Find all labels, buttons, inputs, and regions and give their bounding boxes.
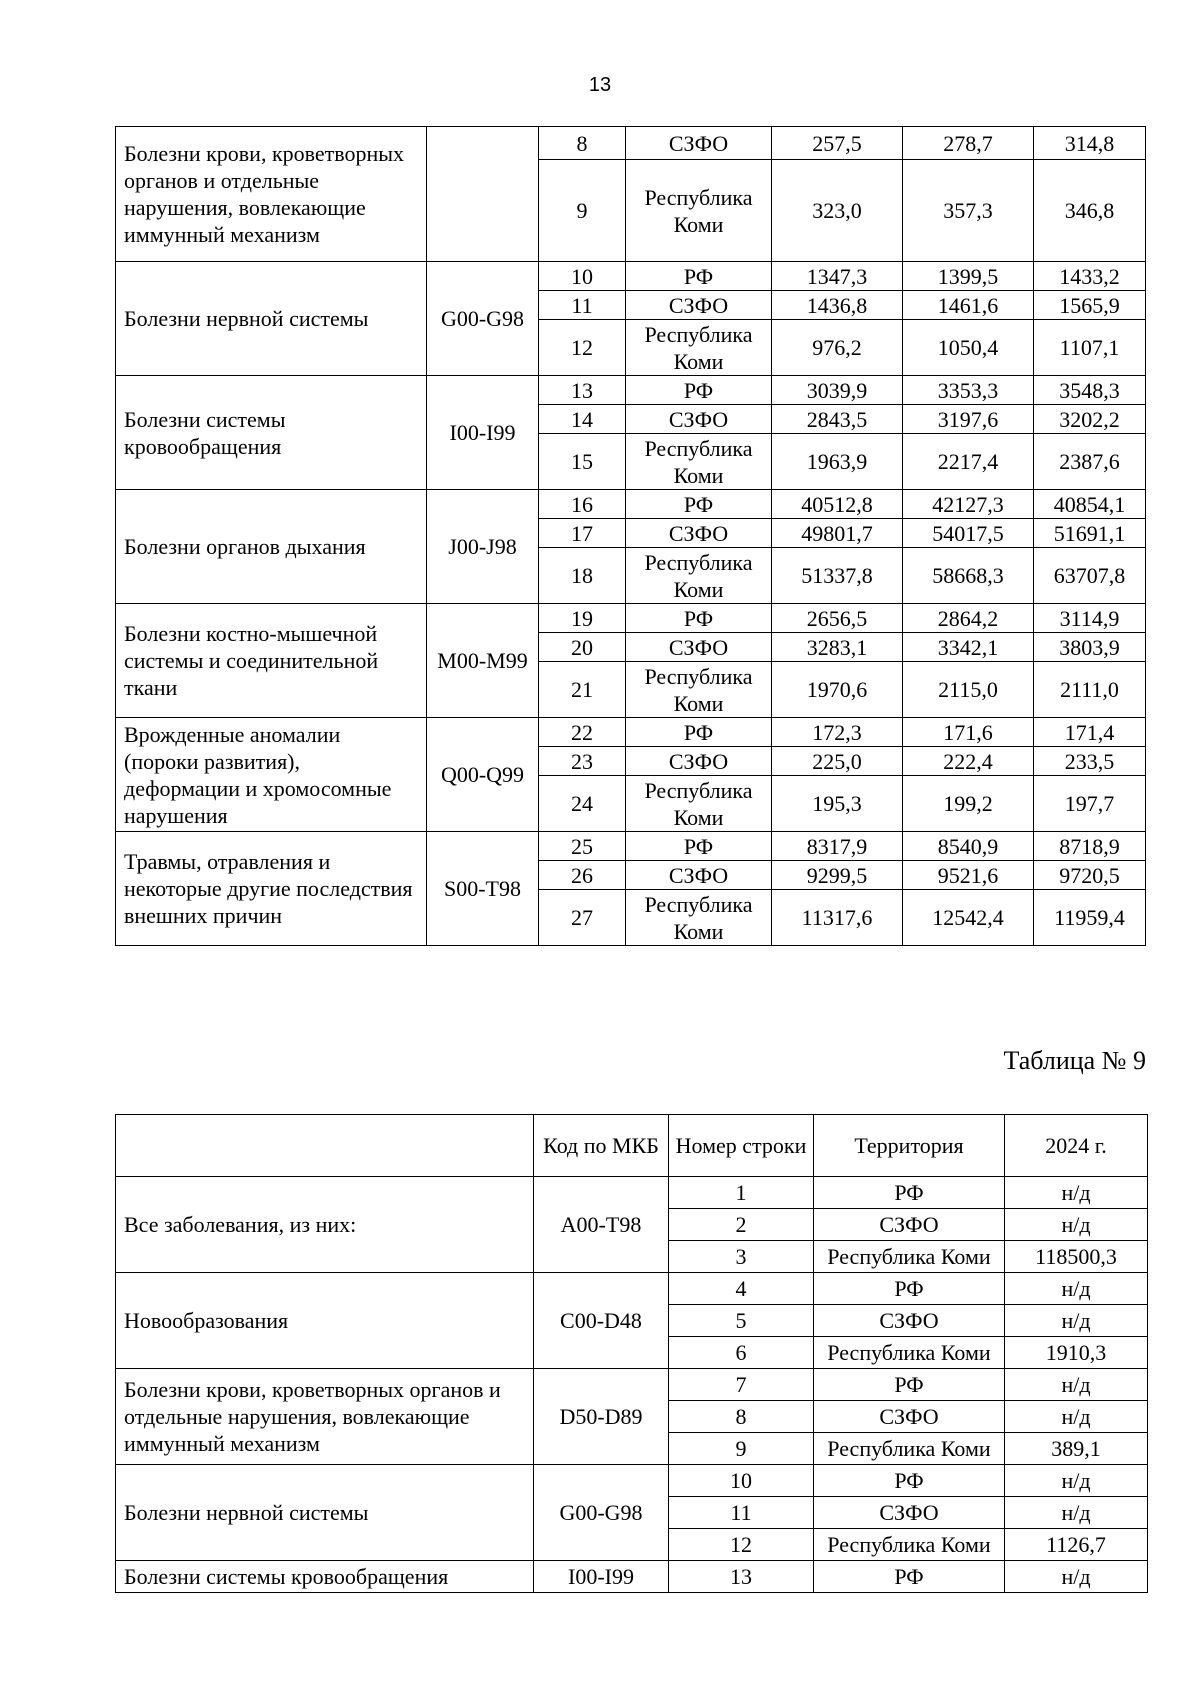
header-territory: Территория (814, 1115, 1005, 1177)
value-col-2: 357,3 (903, 160, 1034, 262)
territory: Республика Коми (814, 1241, 1005, 1273)
territory: СЗФО (626, 405, 772, 434)
value-col-3: 1565,9 (1034, 291, 1146, 320)
value-col-1: 49801,7 (772, 519, 903, 548)
value-col-3: 3114,9 (1034, 604, 1146, 633)
value-col-1: 51337,8 (772, 548, 903, 604)
icd-code: G00-G98 (427, 262, 539, 376)
territory: СЗФО (626, 747, 772, 776)
icd-code: J00-J98 (427, 490, 539, 604)
icd-code: I00-I99 (427, 376, 539, 490)
value-col-2: 54017,5 (903, 519, 1034, 548)
territory: Республика Коми (626, 434, 772, 490)
value-col-1: 9299,5 (772, 861, 903, 890)
value-col-3: 314,8 (1034, 127, 1146, 160)
row-number: 3 (669, 1241, 814, 1273)
header-disease-name (116, 1115, 534, 1177)
territory: СЗФО (626, 127, 772, 160)
table-row (116, 1561, 1148, 1593)
row-number: 7 (669, 1369, 814, 1401)
territory: РФ (626, 718, 772, 747)
value-2024: н/д (1005, 1561, 1148, 1593)
territory: РФ (814, 1465, 1005, 1497)
table-row (116, 1465, 1148, 1497)
table-row (116, 832, 1146, 861)
row-number: 12 (539, 320, 626, 376)
value-2024: н/д (1005, 1273, 1148, 1305)
icd-code: G00-G98 (534, 1465, 669, 1561)
disease-group-name: Болезни крови, кроветворных органов и отдельные нарушения, вовлекающие иммунный механизм (116, 1369, 534, 1465)
value-col-2: 222,4 (903, 747, 1034, 776)
table-row (116, 1273, 1148, 1305)
row-number: 4 (669, 1273, 814, 1305)
disease-group-name: Все заболевания, из них: (116, 1177, 534, 1273)
row-number: 8 (539, 127, 626, 160)
territory: Республика Коми (626, 890, 772, 946)
value-col-3: 8718,9 (1034, 832, 1146, 861)
value-col-1: 2656,5 (772, 604, 903, 633)
row-number: 13 (539, 376, 626, 405)
table-header-row (116, 1115, 1148, 1177)
value-col-2: 9521,6 (903, 861, 1034, 890)
territory: Республика Коми (814, 1433, 1005, 1465)
row-number: 12 (669, 1529, 814, 1561)
value-2024: н/д (1005, 1497, 1148, 1529)
disease-group-name: Болезни костно-мышечной системы и соединительной ткани (116, 604, 427, 718)
territory: СЗФО (814, 1209, 1005, 1241)
value-col-3: 40854,1 (1034, 490, 1146, 519)
row-number: 26 (539, 861, 626, 890)
value-col-3: 3803,9 (1034, 633, 1146, 662)
icd-code: C00-D48 (534, 1273, 669, 1369)
value-col-2: 199,2 (903, 776, 1034, 832)
territory: СЗФО (626, 291, 772, 320)
row-number: 11 (669, 1497, 814, 1529)
territory: РФ (626, 604, 772, 633)
value-col-2: 12542,4 (903, 890, 1034, 946)
row-number: 27 (539, 890, 626, 946)
header-year-2024: 2024 г. (1005, 1115, 1148, 1177)
row-number: 20 (539, 633, 626, 662)
table-row (116, 718, 1146, 747)
value-col-3: 197,7 (1034, 776, 1146, 832)
value-col-3: 2387,6 (1034, 434, 1146, 490)
territory: РФ (626, 490, 772, 519)
disease-group-name: Болезни нервной системы (116, 262, 427, 376)
value-col-2: 2217,4 (903, 434, 1034, 490)
value-col-1: 40512,8 (772, 490, 903, 519)
territory: СЗФО (626, 861, 772, 890)
territory: РФ (626, 262, 772, 291)
table-row (116, 262, 1146, 291)
header-row-number: Номер строки (669, 1115, 814, 1177)
value-col-2: 3197,6 (903, 405, 1034, 434)
row-number: 9 (669, 1433, 814, 1465)
value-2024: 1910,3 (1005, 1337, 1148, 1369)
disease-group-name: Новообразования (116, 1273, 534, 1369)
value-col-2: 2864,2 (903, 604, 1034, 633)
morbidity-table-9 (115, 1114, 1148, 1593)
value-col-1: 8317,9 (772, 832, 903, 861)
value-col-1: 11317,6 (772, 890, 903, 946)
value-col-3: 171,4 (1034, 718, 1146, 747)
table-9-caption: Таблица № 9 (1003, 1046, 1146, 1075)
territory: Республика Коми (626, 662, 772, 718)
row-number: 1 (669, 1177, 814, 1209)
territory: Республика Коми (626, 776, 772, 832)
territory: РФ (814, 1561, 1005, 1593)
value-col-2: 278,7 (903, 127, 1034, 160)
disease-group-name: Болезни крови, кроветворных органов и отдельные нарушения, вовлекающие иммунный механизм (116, 127, 427, 262)
territory: СЗФО (626, 633, 772, 662)
value-2024: 389,1 (1005, 1433, 1148, 1465)
value-2024: н/д (1005, 1177, 1148, 1209)
value-2024: 1126,7 (1005, 1529, 1148, 1561)
value-2024: н/д (1005, 1209, 1148, 1241)
icd-code: S00-T98 (427, 832, 539, 946)
disease-group-name: Болезни системы кровообращения (116, 1561, 534, 1593)
value-col-1: 1347,3 (772, 262, 903, 291)
value-col-2: 42127,3 (903, 490, 1034, 519)
table-row (116, 604, 1146, 633)
value-col-1: 195,3 (772, 776, 903, 832)
value-col-2: 3353,3 (903, 376, 1034, 405)
header-icd-code: Код по МКБ (534, 1115, 669, 1177)
value-col-2: 58668,3 (903, 548, 1034, 604)
row-number: 15 (539, 434, 626, 490)
value-col-3: 1433,2 (1034, 262, 1146, 291)
value-2024: н/д (1005, 1305, 1148, 1337)
territory: Республика Коми (626, 548, 772, 604)
territory: РФ (814, 1369, 1005, 1401)
disease-group-name: Болезни органов дыхания (116, 490, 427, 604)
row-number: 6 (669, 1337, 814, 1369)
value-col-3: 2111,0 (1034, 662, 1146, 718)
territory: СЗФО (814, 1401, 1005, 1433)
icd-code: M00-M99 (427, 604, 539, 718)
row-number: 10 (539, 262, 626, 291)
value-col-1: 1436,8 (772, 291, 903, 320)
icd-code: D50-D89 (534, 1369, 669, 1465)
value-col-3: 1107,1 (1034, 320, 1146, 376)
table-row (116, 1369, 1148, 1401)
row-number: 2 (669, 1209, 814, 1241)
value-col-1: 1970,6 (772, 662, 903, 718)
value-col-2: 1461,6 (903, 291, 1034, 320)
table-row (116, 127, 1146, 160)
table-row (116, 1177, 1148, 1209)
row-number: 18 (539, 548, 626, 604)
value-col-1: 172,3 (772, 718, 903, 747)
row-number: 21 (539, 662, 626, 718)
territory: РФ (626, 832, 772, 861)
value-col-3: 3548,3 (1034, 376, 1146, 405)
row-number: 24 (539, 776, 626, 832)
value-col-1: 257,5 (772, 127, 903, 160)
row-number: 19 (539, 604, 626, 633)
row-number: 11 (539, 291, 626, 320)
disease-group-name: Болезни системы кровообращения (116, 376, 427, 490)
value-2024: н/д (1005, 1465, 1148, 1497)
value-col-2: 8540,9 (903, 832, 1034, 861)
icd-code: I00-I99 (534, 1561, 669, 1593)
territory: СЗФО (814, 1305, 1005, 1337)
row-number: 23 (539, 747, 626, 776)
territory: РФ (814, 1177, 1005, 1209)
row-number: 17 (539, 519, 626, 548)
value-col-1: 2843,5 (772, 405, 903, 434)
row-number: 16 (539, 490, 626, 519)
value-col-1: 225,0 (772, 747, 903, 776)
value-col-2: 171,6 (903, 718, 1034, 747)
icd-code (427, 127, 539, 262)
territory: Республика Коми (626, 320, 772, 376)
territory: Республика Коми (814, 1529, 1005, 1561)
disease-group-name: Болезни нервной системы (116, 1465, 534, 1561)
table-row (116, 490, 1146, 519)
value-col-1: 3039,9 (772, 376, 903, 405)
morbidity-table-continued (115, 126, 1146, 946)
row-number: 10 (669, 1465, 814, 1497)
row-number: 8 (669, 1401, 814, 1433)
territory: Республика Коми (626, 160, 772, 262)
value-col-1: 323,0 (772, 160, 903, 262)
value-col-3: 51691,1 (1034, 519, 1146, 548)
icd-code: Q00-Q99 (427, 718, 539, 832)
value-col-2: 1399,5 (903, 262, 1034, 291)
value-col-2: 1050,4 (903, 320, 1034, 376)
value-2024: 118500,3 (1005, 1241, 1148, 1273)
value-col-1: 3283,1 (772, 633, 903, 662)
value-2024: н/д (1005, 1401, 1148, 1433)
territory: СЗФО (814, 1497, 1005, 1529)
value-col-2: 2115,0 (903, 662, 1034, 718)
value-col-3: 63707,8 (1034, 548, 1146, 604)
disease-group-name: Врожденные аномалии (пороки развития), деформации и хромосомные нарушения (116, 718, 427, 832)
row-number: 22 (539, 718, 626, 747)
value-col-1: 1963,9 (772, 434, 903, 490)
value-col-3: 9720,5 (1034, 861, 1146, 890)
value-col-1: 976,2 (772, 320, 903, 376)
table-row (116, 376, 1146, 405)
row-number: 13 (669, 1561, 814, 1593)
value-col-2: 3342,1 (903, 633, 1034, 662)
territory: Республика Коми (814, 1337, 1005, 1369)
row-number: 25 (539, 832, 626, 861)
row-number: 9 (539, 160, 626, 262)
territory: РФ (814, 1273, 1005, 1305)
territory: РФ (626, 376, 772, 405)
territory: СЗФО (626, 519, 772, 548)
value-col-3: 3202,2 (1034, 405, 1146, 434)
value-col-3: 233,5 (1034, 747, 1146, 776)
value-2024: н/д (1005, 1369, 1148, 1401)
icd-code: A00-T98 (534, 1177, 669, 1273)
page-number: 13 (588, 74, 612, 96)
disease-group-name: Травмы, отравления и некоторые другие последствия внешних причин (116, 832, 427, 946)
row-number: 5 (669, 1305, 814, 1337)
value-col-3: 346,8 (1034, 160, 1146, 262)
value-col-3: 11959,4 (1034, 890, 1146, 946)
row-number: 14 (539, 405, 626, 434)
